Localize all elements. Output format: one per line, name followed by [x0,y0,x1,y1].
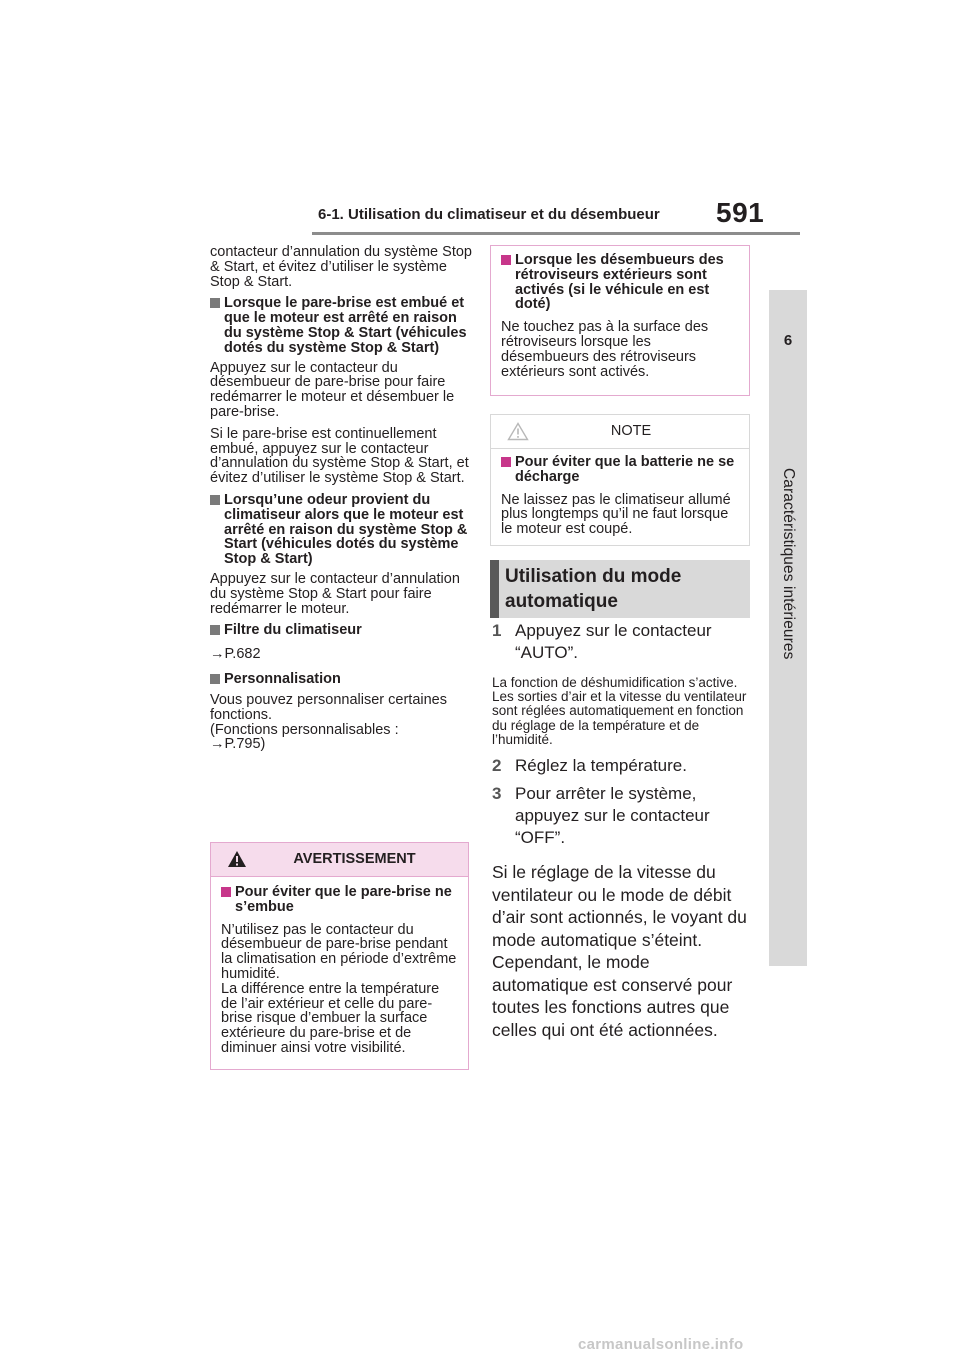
bullet-square-icon [501,457,511,467]
paragraph: Appuyez sur le contacteur du désembueur de pare-brise pour faire redémarrer le moteur et désembuer le pare-brise. [210,359,455,420]
bullet-square-icon [210,298,220,308]
heading-odor: Lorsqu’une odeur provient du climatiseur alors que le moteur est arrêté en raison du système Stop & Start (véhicules dotés du système Stop & Start) [210,493,472,567]
paragraph: La différence entre la température de l’air extérieur et celle du pare-brise risque d’embuer la surface extérieure du pare-brise et de diminuer ainsi votre visibilité. [221,980,440,1056]
page-number: 591 [716,197,765,228]
heading-personalisation: Personnalisation [210,672,472,687]
bullet-square-icon [210,625,220,635]
intro-paragraph: contacteur d’annulation du système Stop & Start, et évitez d’utiliser le système Stop & Start. [210,244,472,290]
bullet-square-icon [501,255,511,265]
bullet-square-icon [210,674,220,684]
page-reference-link[interactable]: →P.795) [210,736,266,753]
warning-triangle-icon [227,850,247,868]
step-note: La fonction de déshumidification s’active. Les sorties d’air et la vitesse du ventilateur sont réglées automatiquement en fonction du réglage de la température et de l’humidité. [492,675,747,747]
paragraph: Appuyez sur le contacteur d’annulation du système Stop & Start pour faire redémarrer le moteur. [210,570,460,617]
paragraph: N’utilisez pas le contacteur du désembueur de pare-brise pendant la climatisation en période d’extrême humidité. [221,921,457,982]
step-3 [492,783,750,849]
paragraph: Ne laissez pas le climatiseur allumé plus longtemps qu’il ne faut lorsque le moteur est coupé. [501,491,731,538]
step-2 [492,755,750,777]
mirror-heading: Lorsque les désembueurs des rétroviseurs extérieurs sont activés (si le véhicule en est doté) [501,253,739,312]
body-paragraph: Si le réglage de la vitesse du ventilateur ou le mode de débit d’air sont actionnés, le voyant du mode automatique s’éteint. Cependant, le mode automatique est conservé pour toutes les fonctions autres que celles qui ont été actionnées. [492,862,747,1040]
step-number: 1 [492,621,502,640]
chapter-label: Caractéristiques intérieures [780,468,797,660]
heading-windshield-fogged: Lorsque le pare-brise est embué et que le moteur est arrêté en raison du système Stop & Start (véhicules dotés du système Stop & Start) [210,296,472,355]
bullet-square-icon [221,887,231,897]
step-number: 2 [492,756,502,776]
paragraph: Si le pare-brise est continuellement embué, appuyez sur le contacteur d’annulation du système Stop & Start, et évitez d’utiliser le système Stop & Start. [210,425,469,487]
note-title: NOTE [610,423,652,439]
bullet-square-icon [210,495,220,505]
mirror-warning-box [490,245,750,396]
paragraph: (Fonctions personnalisables : [210,721,399,738]
step-text: Appuyez sur le contacteur “AUTO”. [515,621,712,662]
paragraph: Vous pouvez personnaliser certaines fonctions. [210,691,447,723]
warning-heading: Pour éviter que le pare-brise ne s’embue [221,885,458,915]
warning-title: AVERTISSEMENT [293,851,416,867]
step-1 [492,620,750,664]
warning-box [210,842,469,1070]
step-number: 3 [492,784,502,804]
step-text: Réglez la température. [515,756,687,776]
chapter-title: 6-1. Utilisation du climatiseur et du désembueur [318,206,660,223]
section-heading-box [490,560,750,618]
left-column [210,245,472,752]
watermark: carmanualsonline.info [578,1336,744,1353]
paragraph: Ne touchez pas à la surface des rétroviseurs lorsque les désembueurs des rétroviseurs extérieurs sont activés. [501,319,709,380]
right-column [492,620,750,1041]
note-box-header [491,415,749,449]
page-reference-link[interactable]: →P.682 [210,646,261,663]
heading-filter: Filtre du climatiseur [210,623,472,638]
header-rule [312,232,800,235]
section-title: Utilisation du mode automatique [505,566,682,612]
chapter-number: 6 [783,332,793,349]
note-heading: Pour éviter que la batterie ne se décharge [501,455,739,485]
caution-triangle-icon [507,422,529,441]
step-text: Pour arrêter le système, appuyez sur le contacteur “OFF”. [515,784,710,848]
chapter-side-tab [769,290,807,966]
section-heading-bar [490,560,499,618]
note-box [490,414,750,546]
warning-box-header [211,843,468,877]
